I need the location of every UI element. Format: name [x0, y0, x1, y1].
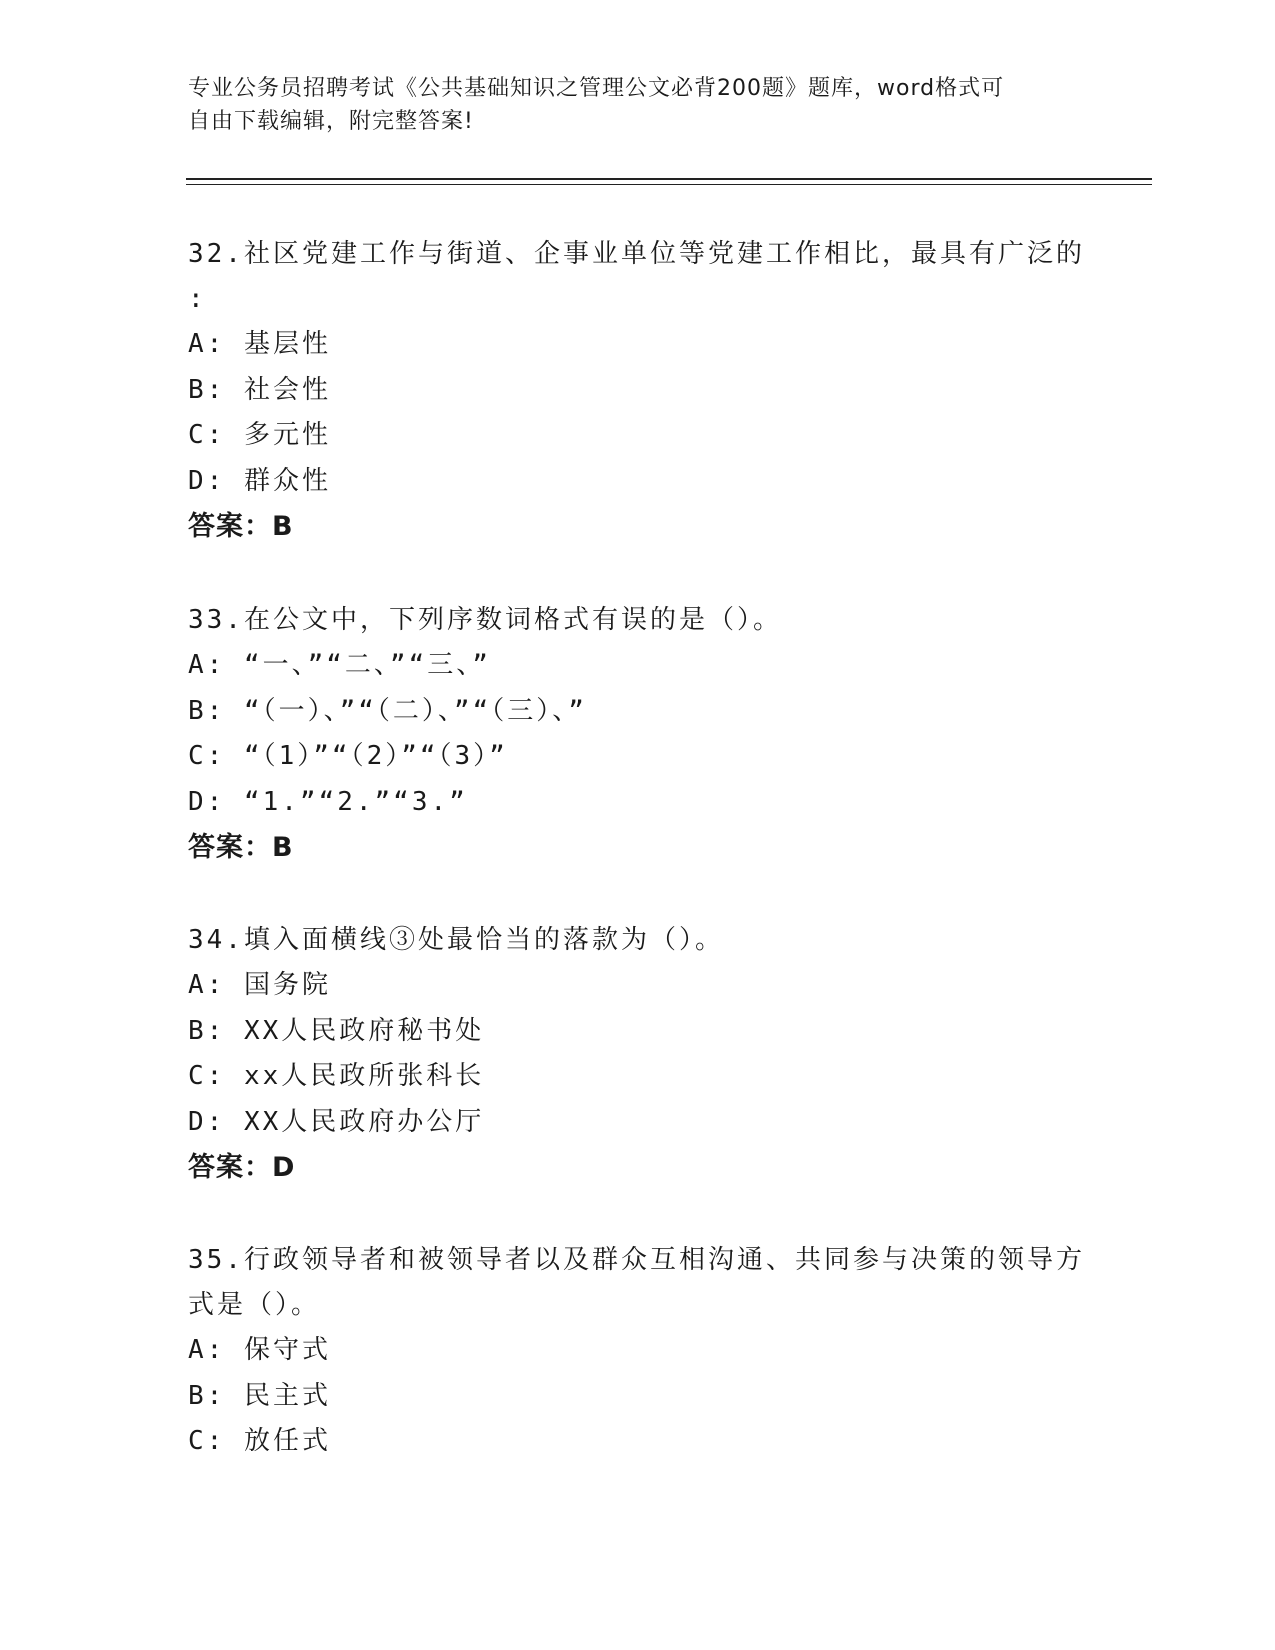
- question-stem: 35.行政领导者和被领导者以及群众互相沟通、共同参与决策的领导方: [188, 1245, 1085, 1275]
- question-33: [188, 598, 1088, 870]
- answer: 答案：D: [188, 1152, 296, 1183]
- question-34: [188, 918, 1088, 1190]
- question-32: [188, 232, 1088, 549]
- question-stem-continued: :: [188, 284, 207, 314]
- option-c: C: 多元性: [188, 420, 331, 450]
- header-rule-thin: [186, 184, 1152, 185]
- option-c: C: “（1）”“（2）”“（3）”: [188, 741, 508, 771]
- option-b: B: XX人民政府秘书处: [188, 1015, 485, 1046]
- question-stem: 32.社区党建工作与街道、企事业单位等党建工作相比，最具有广泛的: [188, 239, 1085, 269]
- question-stem: 34.填入面横线③处最恰当的落款为（）。: [188, 925, 724, 955]
- header-rule-thick: [186, 178, 1152, 180]
- question-35: [188, 1238, 1088, 1465]
- option-c: C: 放任式: [188, 1426, 331, 1456]
- option-b: B: 民主式: [188, 1380, 331, 1411]
- option-a: A: 国务院: [188, 970, 331, 1000]
- header-line-1: 专业公务员招聘考试《公共基础知识之管理公文必背200题》题库，word格式可: [188, 76, 1005, 101]
- option-c: C: xx人民政所张科长: [188, 1061, 485, 1091]
- question-stem: 33.在公文中，下列序数词格式有误的是（）。: [188, 605, 782, 635]
- answer: 答案：B: [188, 832, 294, 863]
- document-header: [188, 72, 1078, 138]
- option-a: A: “一、”“二、”“三、”: [188, 650, 491, 680]
- option-b: B: “（一）、”“（二）、”“（三）、”: [188, 695, 587, 726]
- option-b: B: 社会性: [188, 374, 331, 405]
- option-d: D: XX人民政府办公厅: [188, 1106, 485, 1137]
- header-line-2: 自由下载编辑，附完整答案!: [188, 109, 474, 134]
- option-d: D: “1.”“2.”“3.”: [188, 786, 468, 817]
- option-d: D: 群众性: [188, 465, 331, 496]
- option-a: A: 基层性: [188, 329, 331, 359]
- option-a: A: 保守式: [188, 1335, 331, 1365]
- answer: 答案：B: [188, 511, 294, 542]
- question-stem-continued: 式是（）。: [188, 1290, 321, 1320]
